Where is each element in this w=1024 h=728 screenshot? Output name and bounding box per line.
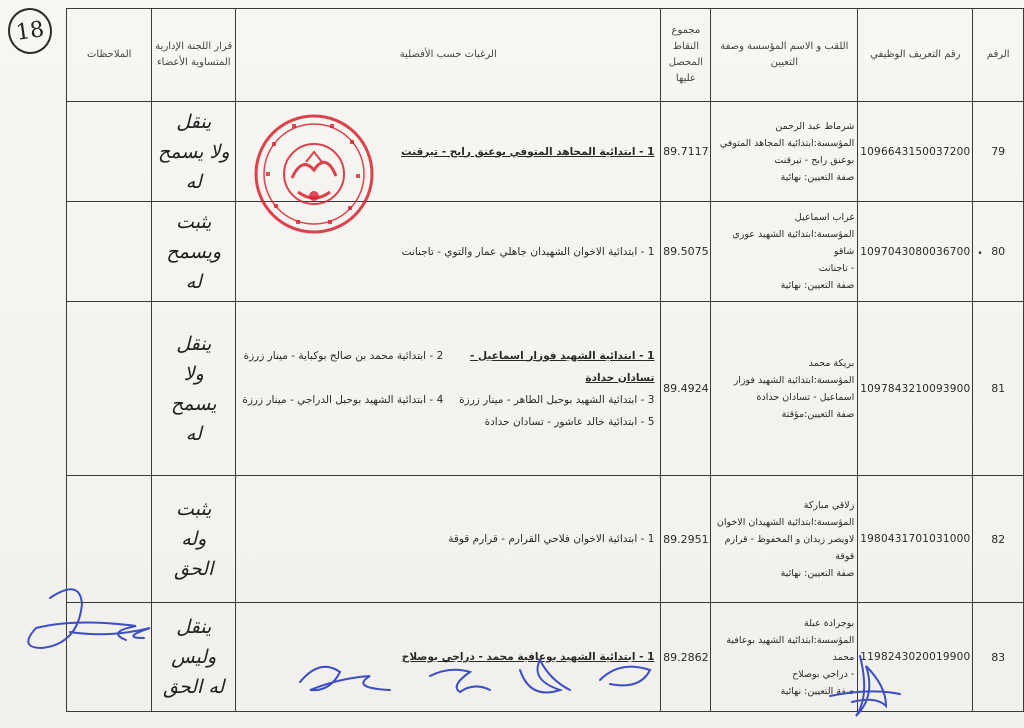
wish-item: 1 - ابتدائية الشهيد فوزار اسماعيل - تسادان حدادة bbox=[469, 349, 655, 384]
decision-line: له bbox=[185, 170, 202, 193]
committee-decision bbox=[152, 603, 236, 712]
wish-item: 1 - ابتدائية المجاهد المتوفي بوعنق رابح - تيرقنت bbox=[401, 145, 655, 158]
name-line: قوقة bbox=[835, 550, 855, 562]
name-line: صفة التعيين: نهائية bbox=[780, 567, 855, 579]
name-line: صفة التعيين: نهائية bbox=[780, 685, 855, 697]
name-institution bbox=[711, 102, 858, 202]
decision-line: له bbox=[185, 422, 202, 445]
employee-id: 1198243020019900 bbox=[858, 603, 973, 712]
header-id: رقم التعريف الوظيفي bbox=[858, 9, 973, 102]
wish-item: 1 - ابتدائية الاخوان الشهيدان جاهلي عمار والتوي - تاجنانت bbox=[401, 245, 655, 258]
name-line: زلاقي مباركة bbox=[803, 499, 855, 511]
row-number: 82 bbox=[973, 476, 1024, 603]
points-total: 89.7117 bbox=[661, 102, 711, 202]
employee-id: 1980431701031000 bbox=[858, 476, 973, 603]
points-total: 89.2862 bbox=[661, 603, 711, 712]
decision-line: ينقل bbox=[176, 616, 212, 638]
committee-decision bbox=[152, 102, 236, 202]
name-line: لاويصر زيدان و المخفوظ - قرارم bbox=[724, 533, 855, 545]
decision-line: ولا bbox=[183, 362, 204, 385]
official-seal-icon bbox=[252, 112, 376, 236]
decision-line: له الحق bbox=[163, 676, 225, 698]
table-row bbox=[67, 302, 1024, 476]
table-row bbox=[67, 603, 1024, 712]
committee-decision bbox=[152, 476, 236, 603]
table-row bbox=[67, 202, 1024, 302]
points-total: 89.5075 bbox=[661, 202, 711, 302]
decision-line: ينقل bbox=[176, 332, 212, 355]
name-line: المؤسسة:ابتدائية المجاهد المتوفي bbox=[719, 137, 855, 149]
wishes-list bbox=[236, 603, 661, 712]
decision-line: يسمح bbox=[171, 392, 217, 415]
name-line: اسماعيل - تسادان حدادة bbox=[756, 391, 855, 403]
employee-id: 1097843210093900 bbox=[858, 302, 973, 476]
row-number: 79 bbox=[973, 102, 1024, 202]
points-total: 89.2951 bbox=[661, 476, 711, 603]
row-number bbox=[973, 202, 1024, 302]
wishes-list bbox=[236, 302, 661, 476]
header-decision: قرار اللجنة الإدارية المتساوية الأعضاء bbox=[152, 9, 236, 102]
table-row bbox=[67, 476, 1024, 603]
wishes-grid bbox=[242, 345, 654, 433]
header-row bbox=[67, 9, 1024, 102]
wishes-list bbox=[236, 476, 661, 603]
name-line: المؤسسة:ابتدائية الشهيد فوزار bbox=[733, 374, 855, 386]
header-num: الرقم bbox=[973, 9, 1024, 102]
bullet-dot: • bbox=[977, 248, 983, 259]
name-line: شرماط عبد الرحمن bbox=[775, 120, 855, 132]
name-line: بوجرادة عبلة bbox=[803, 617, 855, 629]
decision-line: وله bbox=[181, 528, 207, 550]
employee-id: 1096643150037200 bbox=[858, 102, 973, 202]
notes-cell bbox=[67, 603, 152, 712]
wish-item: 2 - ابتدائية محمد بن صالح بوكباية - مينار زرزة bbox=[243, 349, 444, 362]
name-line: المؤسسة:ابتدائية الشهيد بوعافية محمد bbox=[726, 634, 855, 663]
committee-decision bbox=[152, 202, 236, 302]
name-line: - دراجي بوصلاح bbox=[792, 668, 855, 680]
employee-id: 1097043080036700 bbox=[858, 202, 973, 302]
notes-cell bbox=[67, 476, 152, 603]
page-number-circle: 18 bbox=[5, 5, 55, 57]
decision-line: يثبت bbox=[176, 498, 212, 520]
header-points: مجموع النقاط المحصل عليها bbox=[661, 9, 711, 102]
name-line: المؤسسة:ابتدائية الشهيد عوري شاقو bbox=[732, 229, 855, 257]
committee-decision bbox=[152, 302, 236, 476]
header-wishes: الرغبات حسب الأفضلية bbox=[236, 9, 661, 102]
name-line: صفة التعيين:مؤقتة bbox=[781, 408, 855, 420]
name-line: المؤسسة:ابتدائية الشهيدان الاخوان bbox=[716, 516, 855, 528]
name-institution bbox=[711, 202, 858, 302]
wish-item: 1 - ابتدائية الشهيد بوعافية محمد - دراجي بوصلاح bbox=[401, 651, 655, 663]
name-institution bbox=[711, 476, 858, 603]
row-number: 83 bbox=[973, 603, 1024, 712]
name-line: صفة التعيين: نهائية bbox=[780, 280, 855, 291]
decision-line: وليس bbox=[171, 646, 217, 668]
points-total: 89.4924 bbox=[661, 302, 711, 476]
name-line: بوعنق رابح - تيرقنت bbox=[774, 154, 855, 166]
name-line: صفة التعيين: نهائية bbox=[780, 171, 855, 183]
name-line: غراب اسماعيل bbox=[794, 212, 855, 223]
notes-cell bbox=[67, 102, 152, 202]
table-row bbox=[67, 102, 1024, 202]
row-number: 81 bbox=[973, 302, 1024, 476]
decision-line: ينقل bbox=[176, 110, 212, 133]
wish-item: 4 - ابتدائية الشهيد بوحبل الدراجي - مينار زرزة bbox=[242, 393, 444, 406]
header-notes: الملاحظات bbox=[67, 9, 152, 102]
decision-line: له bbox=[185, 270, 202, 293]
transfer-table bbox=[66, 8, 1024, 712]
name-institution bbox=[711, 603, 858, 712]
decision-line: ولا يسمح bbox=[157, 140, 230, 163]
wish-item: 1 - ابتدائية الاخوان فلاحي القرارم - قرارم قوقة bbox=[448, 533, 655, 545]
decision-line: يثبت bbox=[176, 210, 212, 233]
notes-cell bbox=[67, 302, 152, 476]
wish-item: 5 - ابتدائية خالد عاشور - تسادان حدادة bbox=[484, 415, 655, 428]
name-institution bbox=[711, 302, 858, 476]
decision-line: الحق bbox=[174, 558, 214, 580]
header-name: اللقب و الاسم المؤسسة وصفة التعيين bbox=[711, 9, 858, 102]
name-line: - تاجنانت bbox=[818, 263, 855, 274]
name-line: بريكة محمد bbox=[808, 357, 855, 369]
notes-cell bbox=[67, 202, 152, 302]
wish-item: 3 - ابتدائية الشهيد بوحبل الطاهر - مينار زرزة bbox=[459, 393, 655, 406]
decision-line: ويسمح bbox=[166, 240, 222, 263]
row-number-text: 80 bbox=[991, 245, 1006, 258]
